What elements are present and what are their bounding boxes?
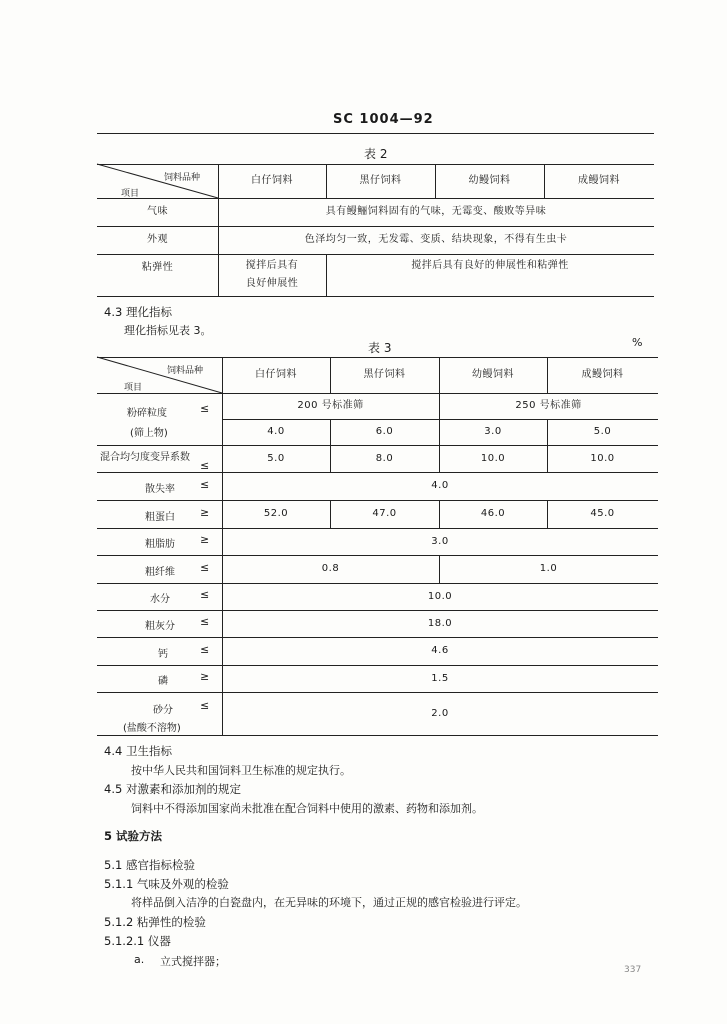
table2-caption: 表 2 [364,147,388,161]
table2-col-header: 白仔饲料 [251,175,293,186]
table3-row-symbol: ≤ [200,699,210,712]
table3-cell: 3.0 [431,535,449,547]
table3-row-label: 粗灰分 [145,621,175,632]
table3-cell: 10.0 [480,452,506,464]
table2-row-label: 气味 [147,206,168,217]
table3-cell: 46.0 [480,508,506,519]
table3-cell: 8.0 [375,452,394,464]
table2-row-label: 粘弹性 [141,262,174,273]
table3-cell: 2.0 [431,707,449,719]
table3-cell: 18.0 [427,617,453,629]
table3-unit: % [632,336,643,349]
table2-row-label: 外观 [147,234,168,245]
table3-row-label: 粗蛋白 [145,512,175,523]
section-5-heading: 5 试验方法 [104,829,163,843]
standard-code: SC 1004—92 [333,112,434,127]
table3-cell: 5.0 [267,452,285,464]
table2-cell: 良好伸展性 [245,278,299,289]
list-item-marker: a. [134,953,145,966]
table2-col-header: 幼鳗饲料 [468,175,511,186]
table3-row-symbol: ≥ [200,533,210,546]
table3-row-symbol: ≤ [200,643,210,656]
table2-corner-top: 饲料品种 [164,173,201,183]
table3-cell: 45.0 [590,508,615,519]
table3-row-label: 水分 [150,594,170,605]
table3-row-symbol: ≤ [200,459,210,472]
table3-corner-top: 饲料品种 [167,366,204,376]
table3-row-label: 磷 [158,676,168,687]
table2-corner-bottom: 项目 [121,189,140,199]
table3-row-symbol: ≤ [200,561,210,574]
table3-caption: 表 3 [368,341,392,355]
table3-col-header: 成鳗饲料 [581,369,624,380]
header-rule [97,133,654,134]
table3-row-label: (盐酸不溶物) [123,723,181,734]
table3-corner-diagonal [97,357,222,393]
section-4-3-heading: 4.3 理化指标 [104,305,172,319]
table3-cell: 4.6 [431,645,449,656]
table3-cell: 200 号标准筛 [297,400,364,411]
section-5-1-heading: 5.1 感官指标检验 [104,858,195,872]
table3-cell: 4.0 [267,426,285,437]
table3-row-symbol: ≤ [200,588,210,601]
table3-col-header: 白仔饲料 [255,369,297,380]
table3-row-label: 混合均匀度变异系数 [100,452,190,463]
table3-cell: 0.8 [321,563,340,574]
table3-cell: 6.0 [375,426,394,437]
table3-row-label: 砂分 [153,705,173,716]
section-4-5-text: 饲料中不得添加国家尚未批准在配合饲料中使用的激素、药物和添加剂。 [131,802,483,815]
section-4-5-heading: 4.5 对激素和添加剂的规定 [104,782,241,796]
table3-cell: 5.0 [593,426,612,437]
table3-cell: 250 号标准筛 [515,400,582,411]
table2-cell: 色泽均匀一致，无发霉、变质、结块现象，不得有生虫卡 [304,234,568,245]
table3-cell: 52.0 [263,508,289,519]
table3-cell: 1.0 [539,563,558,574]
table3-row-symbol: ≥ [200,506,210,519]
table3-cell: 3.0 [484,426,502,437]
section-5-1-1-heading: 5.1.1 气味及外观的检验 [104,877,229,891]
section-4-4-text: 按中华人民共和国饲料卫生标准的规定执行。 [131,764,351,777]
table2-cell: 具有鳗鲡饲料固有的气味，无霉变、酸败等异味 [325,206,547,217]
table3-cell: 1.5 [431,672,449,684]
table3-row-symbol: ≥ [200,670,210,683]
table3-corner-bottom: 项目 [124,383,143,393]
section-5-1-1-text: 将样品倒入洁净的白瓷盘内，在无异味的环境下，通过正规的感官检验进行评定。 [131,896,527,909]
table3-cell: 4.0 [431,480,449,491]
table3-row-label: (筛上物) [130,428,168,439]
section-4-3-text: 理化指标见表 3。 [124,324,212,337]
section-5-1-2-heading: 5.1.2 粘弹性的检验 [104,915,206,929]
table3-cell: 47.0 [372,508,397,519]
table3-row-symbol: ≤ [200,615,210,628]
table3-row-label: 钙 [158,649,168,660]
table3-row-symbol: ≤ [200,478,210,491]
table3-row-label: 粉碎粒度 [127,408,167,419]
section-5-1-2-1-heading: 5.1.2.1 仪器 [104,934,171,948]
page-number: 337 [624,965,642,975]
table3-row-label: 粗纤维 [145,567,175,578]
table2-col-header: 成鳗饲料 [578,175,620,186]
table3-row-label: 散失率 [145,484,175,495]
table3-cell: 10.0 [590,452,615,464]
table3-cell: 10.0 [427,590,453,602]
table2-col-header: 黑仔饲料 [359,175,402,186]
list-item-text: 立式搅拌器； [160,955,226,968]
table2-cell: 搅拌后具有良好的伸展性和粘弹性 [411,260,569,271]
table2-cell: 搅拌后具有 [245,260,299,271]
table3-col-header: 幼鳗饲料 [472,369,514,380]
table3-row-label: 粗脂肪 [145,539,175,550]
table3-row-symbol: ≤ [200,402,210,415]
section-4-4-heading: 4.4 卫生指标 [104,744,172,758]
table3-col-header: 黑仔饲料 [363,369,406,380]
